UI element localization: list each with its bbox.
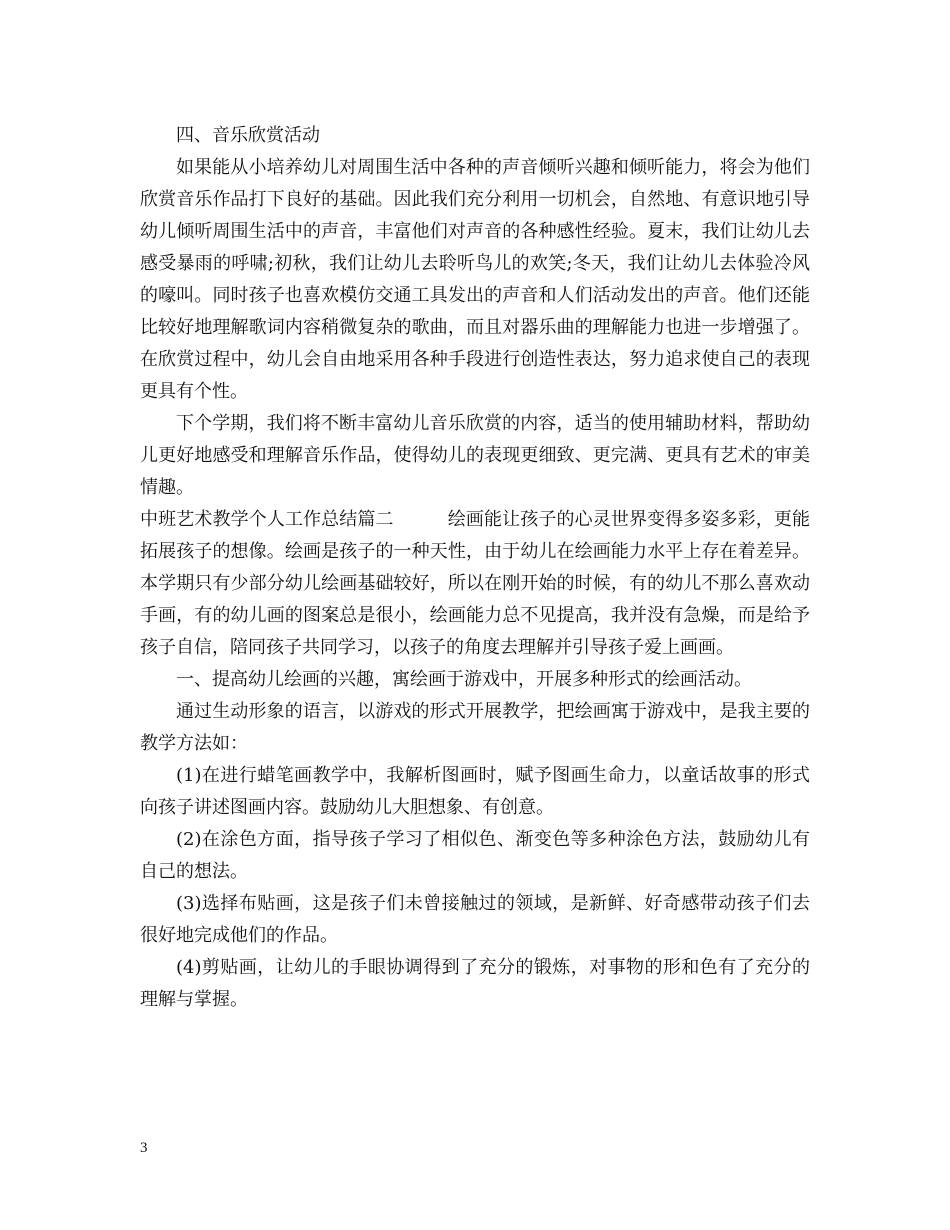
article-intro: 绘画能让孩子的心灵世界变得多姿多彩，更能拓展孩子的想像。绘画是孩子的一种天性，由于幼儿在绘画能力水平上存在着差异。本学期只有少部分幼儿绘画基础较好，所以在刚开始的时候，有的幼儿不那么喜欢动手画，有的幼儿画的图案总是很小，绘画能力总不见提高，我并没有急燥，而是给予孩子自信，陪同孩子共同学习，以孩子的角度去理解并引导孩子爱上画画。	[140, 509, 811, 658]
list-item: (3)选择布贴画，这是孩子们未曾接触过的领域，是新鲜、好奇感带动孩子们去很好地完成他们的作品。	[140, 893, 810, 946]
article-section	[140, 504, 810, 664]
section-heading: 四、音乐欣赏活动	[176, 125, 320, 146]
list-item: (2)在涂色方面，指导孩子学习了相似色、渐变色等多种涂色方法，鼓励幼儿有自己的想法。	[140, 829, 810, 882]
paragraph: 如果能从小培养幼儿对周围生活中各种的声音倾听兴趣和倾听能力，将会为他们欣赏音乐作品打下良好的基础。因此我们充分利用一切机会，自然地、有意识地引导幼儿倾听周围生活中的声音，丰富他们对声音的各种感性经验。夏末，我们让幼儿去感受暴雨的呼啸;初秋，我们让幼儿去聆听鸟儿的欢笑;冬天，我们让幼儿去体验冷风的嚎叫。同时孩子也喜欢模仿交通工具发出的声音和人们活动发出的声音。他们还能比较好地理解歌词内容稍微复杂的歌曲，而且对器乐曲的理解能力也进一步增强了。在欣赏过程中，幼儿会自由地采用各种手段进行创造性表达，努力追求使自己的表现更具有个性。	[140, 157, 810, 402]
article-title: 中班艺术教学个人工作总结篇二	[140, 509, 394, 530]
list-item: (4)剪贴画，让幼儿的手眼协调得到了充分的锻炼，对事物的形和色有了充分的理解与掌握。	[140, 957, 810, 1010]
paragraph: 下个学期，我们将不断丰富幼儿音乐欣赏的内容，适当的使用辅助材料，帮助幼儿更好地感受和理解音乐作品，使得幼儿的表现更细致、更完满、更具有艺术的审美情趣。	[140, 413, 810, 498]
paragraph: 通过生动形象的语言，以游戏的形式开展教学，把绘画寓于游戏中，是我主要的教学方法如：	[140, 701, 810, 754]
list-item: (1)在进行蜡笔画教学中，我解析图画时，赋予图画生命力，以童话故事的形式向孩子讲述图画内容。鼓励幼儿大胆想象、有创意。	[140, 765, 810, 818]
page-number: 3	[140, 1140, 148, 1156]
document-body	[140, 120, 810, 1016]
subheading: 一、提高幼儿绘画的兴趣，寓绘画于游戏中，开展多种形式的绘画活动。	[176, 669, 752, 690]
